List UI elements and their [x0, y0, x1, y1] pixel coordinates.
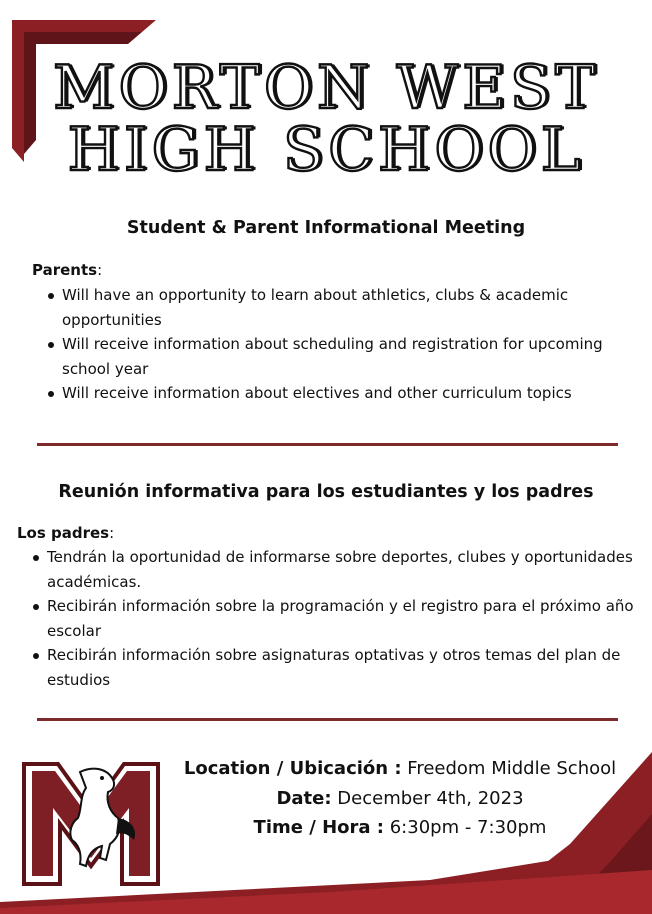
english-heading: Student & Parent Informational Meeting	[126, 218, 526, 238]
date-line	[170, 788, 630, 809]
school-title-line-1: MORTON WEST	[52, 53, 600, 123]
english-list	[48, 283, 628, 406]
list-item: Will have an opportunity to learn about athletics, clubs & academic opportunities	[48, 283, 628, 332]
list-item: Will receive information about scheduling and registration for upcoming school year	[48, 332, 628, 381]
time-line	[170, 817, 630, 838]
location-value: Freedom Middle School	[407, 758, 617, 779]
school-title-line-2: HIGH SCHOOL	[67, 115, 585, 185]
english-label	[32, 261, 102, 279]
date-label: Date:	[276, 788, 332, 809]
spanish-list	[33, 545, 643, 692]
spanish-label-text: Los padres	[17, 524, 110, 542]
list-item: Will receive information about electives and other curriculum topics	[48, 381, 628, 406]
date-value: December 4th, 2023	[337, 788, 524, 809]
spanish-heading: Reunión informativa para los estudiantes y los padres	[58, 482, 594, 502]
list-item: Recibirán información sobre la programación y el registro para el próximo año escolar	[33, 594, 643, 643]
location-line	[170, 758, 630, 779]
time-label: Time / Hora :	[253, 817, 384, 838]
time-value: 6:30pm - 7:30pm	[389, 817, 547, 838]
list-item: Recibirán información sobre asignaturas optativas y otros temas del plan de estudios	[33, 643, 643, 692]
location-label: Location / Ubicación :	[183, 758, 402, 779]
list-item: Tendrán la oportunidad de informarse sobre deportes, clubes y oportunidades académicas.	[33, 545, 643, 594]
spanish-label	[17, 524, 114, 542]
mustang-logo-icon	[22, 762, 160, 886]
english-label-text: Parents	[32, 261, 98, 279]
divider	[37, 718, 618, 721]
english-label-colon: :	[97, 261, 103, 279]
spanish-label-colon: :	[109, 524, 115, 542]
divider	[37, 443, 618, 446]
